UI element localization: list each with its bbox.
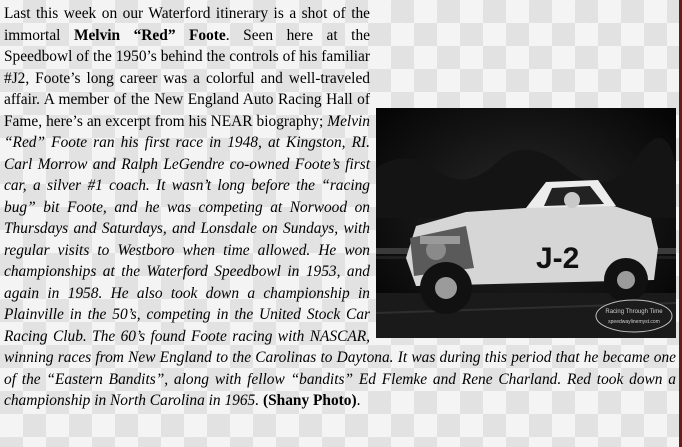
svg-text:Racing Through Time: Racing Through Time <box>605 309 663 315</box>
driver-name: Melvin “Red” Foote <box>73 26 226 44</box>
biography-quote: Melvin “Red” Foote ran his first race in 1948, at Kingston, RI. Carl Morrow and Ralph LeGendre co-owned Foote’s first car, a silver #1 coach. It wasn’t long before the “racing bug” bit Foote, and he was competing at Norwood on Thursdays and Saturdays, and Lonsdale on Sundays, with regular visits to Westboro when time allowed. He won championships at the Waterford Speedbowl in 1953, and again in 1958. He also took down a championship in Plainville in the 50’s, competing in the United Stock Car Racing Club. The 60’s found Foote racing with NASCAR, winning races from New England to the Carolinas to Daytona. It was during this period that he became one of the “Eastern Bandits”, along with fellow “bandits” Ed Flemke and Rene Charland. Red took down a championship in North Carolina in 1965. <box>4 112 676 409</box>
text-body: . Seen here at the Speedbowl of the 1950’s behind the controls of his familiar #J2, Foote’s long career was a colorful and well-traveled affair. A member of the New England Auto Racing Hall of Fame, here’s an excerpt from his NEAR biography; <box>4 26 370 130</box>
text-end: . <box>356 392 361 409</box>
race-car-photo <box>376 108 676 338</box>
race-car-illustration <box>376 108 676 338</box>
car-number: J-2 <box>536 242 580 275</box>
text-intro: Last this week on our Waterford itinerary is a shot of the immortal <box>4 5 370 44</box>
watermark-badge <box>596 300 672 332</box>
svg-text:speedwaylinemyst.com: speedwaylinemyst.com <box>608 319 660 325</box>
article-text <box>4 3 676 412</box>
photo-credit: (Shany Photo) <box>262 392 357 409</box>
